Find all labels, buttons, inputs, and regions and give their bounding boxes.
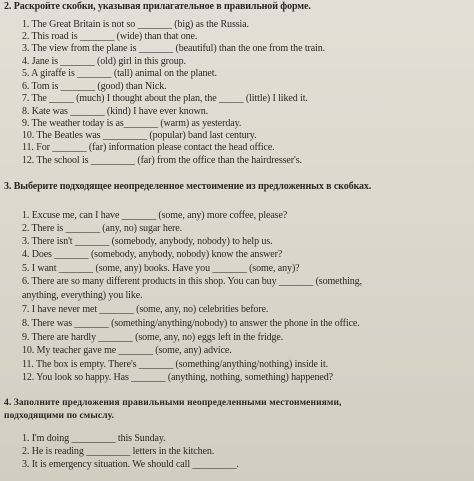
list-item: 2. This road is _______ (wide) than that one. xyxy=(22,31,198,42)
list-item: 9. The weather today is as_______ (warm) as yesterday. xyxy=(22,118,242,129)
list-item: anything, everything) you like. xyxy=(22,290,143,301)
list-item: 10. The Beatles was _________ (popular) band last century. xyxy=(22,130,257,141)
section-2-title: 2. Раскройте скобки, указывая прилагательное в правильной форме. xyxy=(4,1,311,12)
list-item: 5. A giraffe is _______ (tall) animal on the planet. xyxy=(22,68,217,79)
list-item: 11. For _______ (far) information please contact the head office. xyxy=(22,142,275,153)
list-item: 12. You look so happy. Has _______ (anything, nothing, something) happened? xyxy=(22,372,333,383)
list-item: 8. There was _______ (something/anything/nobody) to answer the phone in the office. xyxy=(22,318,360,329)
list-item: 2. He is reading _________ letters in the kitchen. xyxy=(22,446,215,457)
list-item: 6. There are so many different products in this shop. You can buy _______ (something, xyxy=(22,276,362,287)
list-item: 4. Does _______ (somebody, anybody, nobody) know the answer? xyxy=(22,249,283,260)
list-item: 12. The school is _________ (far) from the office than the hairdresser's. xyxy=(22,155,302,166)
list-item: 8. Kate was _______ (kind) I have ever known. xyxy=(22,106,209,117)
list-item: 3. The view from the plane is _______ (beautiful) than the one from the train. xyxy=(22,43,326,54)
list-item: 1. Excuse me, can I have _______ (some, any) more coffee, please? xyxy=(22,210,288,221)
section-4-title-line1: 4. Заполните предложения правильными неопределенными местоимениями, xyxy=(4,398,342,408)
list-item: 2. There is _______ (any, no) sugar here. xyxy=(22,223,183,234)
list-item: 1. I'm doing _________ this Sunday. xyxy=(22,433,166,444)
list-item: 9. There are hardly _______ (some, any, no) eggs left in the fridge. xyxy=(22,332,284,343)
list-item: 4. Jane is _______ (old) girl in this group. xyxy=(22,56,186,67)
list-item: 5. I want _______ (some, any) books. Have you _______ (some, any)? xyxy=(22,263,300,274)
list-item: 7. I have never met _______ (some, any, no) celebrities before. xyxy=(22,304,269,315)
section-4-title-line2: подходящими по смыслу. xyxy=(4,411,115,421)
list-item: 11. The box is empty. There's _______ (something/anything/nothing) inside it. xyxy=(22,359,329,370)
list-item: 3. It is emergency situation. We should call _________. xyxy=(22,459,239,470)
section-3-title: 3. Выберите подходящее неопределенное местоимение из предложенных в скобках. xyxy=(4,181,372,192)
list-item: 6. Tom is _______ (good) than Nick. xyxy=(22,81,167,92)
list-item: 3. There isn't _______ (somebody, anybody, nobody) to help us. xyxy=(22,236,273,247)
list-item: 7. The _____ (much) I thought about the plan, the _____ (little) I liked it. xyxy=(22,93,308,104)
list-item: 1. The Great Britain is not so _______ (big) as the Russia. xyxy=(22,19,249,30)
list-item: 10. My teacher gave me _______ (some, any) advice. xyxy=(22,345,232,356)
